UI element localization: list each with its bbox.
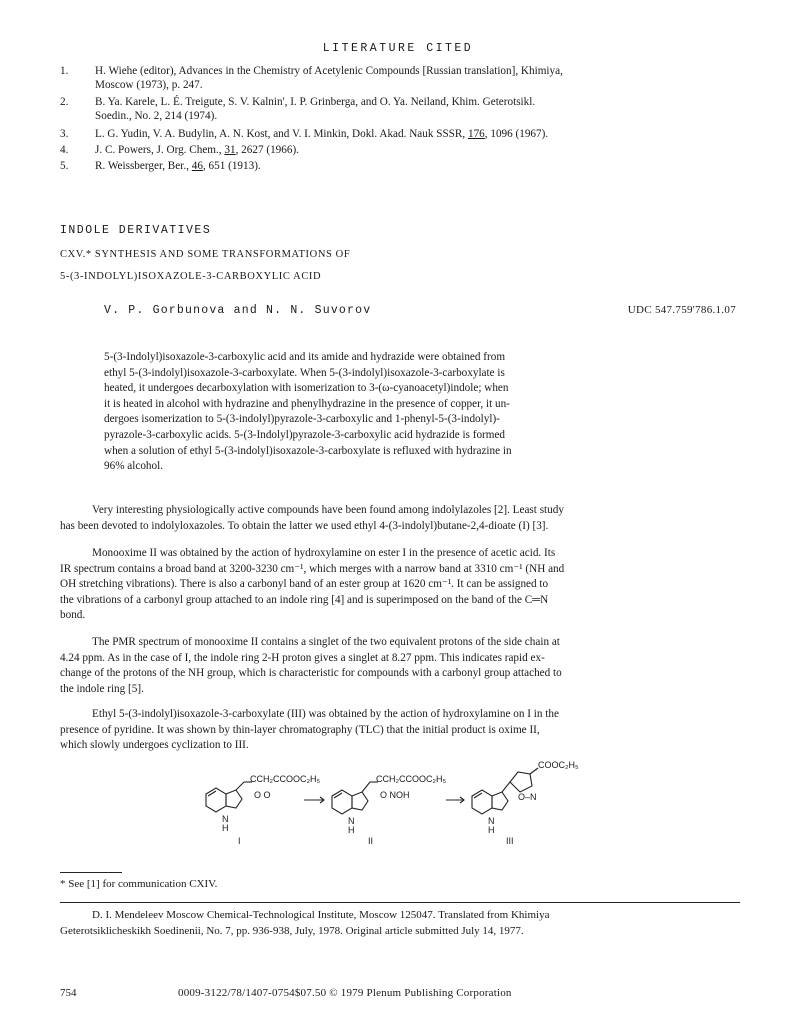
reference-text <box>95 159 750 173</box>
paragraph-line: Monooxime II was obtained by the action of hydroxylamine on ester I in the presence of acetic acid. Its <box>92 547 556 559</box>
reference-text <box>95 143 750 157</box>
body-paragraph-3 <box>60 635 740 697</box>
compound-1-nh: N <box>222 814 229 824</box>
reference-number: 2. <box>60 96 69 108</box>
series-title: INDOLE DERIVATIVES <box>60 224 212 237</box>
literature-cited-heading: LITERATURE CITED <box>322 42 474 55</box>
page-number: 754 <box>60 987 77 999</box>
affiliation-line: Geterotsiklicheskikh Soedinenii, No. 7, pp. 936-938, July, 1978. Original article submitted July 14, 1977. <box>60 925 524 937</box>
compound-2-oxo: O NOH <box>380 790 410 800</box>
reference-number: 1. <box>60 65 69 77</box>
reference-number: 3. <box>60 128 69 140</box>
reference-authors: L. G. Yudin, V. A. Budylin, A. N. Kost, and V. I. Minkin, Dokl. Akad. Nauk SSSR, <box>95 128 468 140</box>
authors: V. P. Gorbunova and N. N. Suvorov <box>104 304 372 317</box>
compound-2-chain: CCH₂CCOOC₂H₅ <box>376 774 447 784</box>
compound-2-label: II <box>368 836 374 846</box>
reference-volume: 46 <box>191 160 203 172</box>
compound-2-nh: N <box>348 816 355 826</box>
paragraph-line: Very interesting physiologically active compounds have been found among indolylazoles [2]. Least study <box>92 504 564 516</box>
reference-authors: J. C. Powers, J. Org. Chem., <box>95 144 225 156</box>
compound-1-h: H <box>222 823 229 833</box>
article-title-line-2: 5-(3-INDOLYL)ISOXAZOLE-3-CARBOXYLIC ACID <box>60 271 322 282</box>
body-paragraph-2 <box>60 546 740 624</box>
compound-3-nh: N <box>488 816 495 826</box>
abstract-line: dergoes isomerization to 5-(3-indolyl)pyrazole-3-carboxylic and 1-phenyl-5-(3-indolyl)- <box>104 413 500 426</box>
compound-1-chain: CCH₂CCOOC₂H₅ <box>250 774 321 784</box>
footnote-rule <box>60 872 122 873</box>
reference-text-cont: Soedin., No. 2, 214 (1974). <box>95 110 218 123</box>
compound-3-ring-atoms: O–N <box>518 792 537 802</box>
abstract-line: 96% alcohol. <box>104 460 164 473</box>
abstract-line: heated, it undergoes decarboxylation with isomerization to 3-(ω-cyanoacetyl)indole; when <box>104 382 509 395</box>
paragraph-line: change of the protons of the NH group, which is characteristic for compounds with a carbonyl group attached to <box>60 667 562 680</box>
paragraph-line: OH stretching vibrations). There is also a carbonyl band of an ester group at 1620 cm⁻¹. It can be assigned to <box>60 578 549 591</box>
reference-pages: , 2627 (1966). <box>235 144 299 156</box>
compound-3-label: III <box>506 836 514 846</box>
reference-volume: 176 <box>467 128 485 140</box>
paragraph-line: bond. <box>60 609 86 622</box>
paragraph-line: has been devoted to indolyloxazoles. To obtain the latter we used ethyl 4-(3-indolyl)butane-2,4-dioate (I) [3]. <box>60 519 549 532</box>
reference-text: B. Ya. Karele, L. É. Treigute, S. V. Kalnin', I. P. Grinberga, and O. Ya. Neiland, Khim. Geterotsikl. <box>95 96 536 108</box>
paragraph-line: 4.24 ppm. As in the case of I, the indole ring 2-H proton gives a singlet at 8.27 ppm. This indicates rapid ex- <box>60 651 545 664</box>
reference-pages: , 651 (1913). <box>202 160 261 172</box>
reference-1 <box>60 64 750 92</box>
abstract <box>104 350 692 475</box>
body-paragraph-4 <box>60 707 740 754</box>
reference-text <box>95 127 750 141</box>
abstract-line: when a solution of ethyl 5-(3-indolyl)isoxazole-3-carboxylate is refluxed with hydrazine in <box>104 444 512 457</box>
article-title-line-1: CXV.* SYNTHESIS AND SOME TRANSFORMATIONS OF <box>60 249 351 260</box>
indole-ring-2 <box>332 782 378 814</box>
reference-3 <box>60 127 750 141</box>
paragraph-line: the vibrations of a carbonyl group attached to an indole ring [4] and is superimposed on the band of the C═N <box>60 593 549 606</box>
affiliation-line: D. I. Mendeleev Moscow Chemical-Technological Institute, Moscow 125047. Translated from Khimiya <box>92 909 550 921</box>
reference-number: 5. <box>60 160 69 172</box>
indole-ring-3 <box>472 782 510 814</box>
abstract-line: ethyl 5-(3-indolyl)isoxazole-3-carboxylate. When 5-(3-indolyl)isoxazole-3-carboxylate is <box>104 366 505 379</box>
reference-authors: R. Weissberger, Ber., <box>95 160 192 172</box>
paragraph-line: the indole ring [5]. <box>60 682 144 695</box>
reference-4 <box>60 143 750 157</box>
reaction-scheme <box>196 756 616 851</box>
paragraph-line: Ethyl 5-(3-indolyl)isoxazole-3-carboxylate (III) was obtained by the action of hydroxylamine on I in the <box>92 708 559 720</box>
compound-2-h: H <box>348 825 355 835</box>
reference-number: 4. <box>60 144 69 156</box>
reference-text: H. Wiehe (editor), Advances in the Chemistry of Acetylenic Compounds [Russian translation], Khimiya, <box>95 65 563 77</box>
reference-pages: , 1096 (1967). <box>484 128 549 140</box>
compound-1-label: I <box>238 836 241 846</box>
copyright-line: 0009-3122/78/1407-0754$07.50 © 1979 Plenum Publishing Corporation <box>178 987 512 999</box>
abstract-line: it is heated in alcohol with hydrazine and phenylhydrazine in the presence of copper, it un- <box>104 397 510 410</box>
reference-2 <box>60 95 750 123</box>
paragraph-line: IR spectrum contains a broad band at 3200-3230 cm⁻¹, which merges with a narrow band at 3310 cm⁻¹ (NH and <box>60 562 565 575</box>
paragraph-line: The PMR spectrum of monooxime II contains a singlet of the two equivalent protons of the side chain at <box>92 636 560 648</box>
compound-1-oxo: O O <box>254 790 271 800</box>
reference-text-cont: Moscow (1973), p. 247. <box>95 79 203 92</box>
reference-5 <box>60 159 750 173</box>
udc-code: UDC 547.759'786.1.07 <box>627 304 736 316</box>
compound-3-ester: COOC₂H₅ <box>538 760 579 770</box>
abstract-line: pyrazole-3-carboxylic acids. 5-(3-Indolyl)pyrazole-3-carboxylic acid hydrazide is formed <box>104 428 506 441</box>
footnote: * See [1] for communication CXIV. <box>60 878 218 890</box>
paragraph-line: which slowly undergoes cyclization to III. <box>60 739 249 752</box>
indole-ring-1 <box>206 782 252 812</box>
abstract-line: 5-(3-Indolyl)isoxazole-3-carboxylic acid and its amide and hydrazide were obtained from <box>104 351 506 363</box>
body-paragraph-1 <box>60 503 740 534</box>
reference-volume: 31 <box>224 144 236 156</box>
compound-3-h: H <box>488 825 495 835</box>
paragraph-line: presence of pyridine. It was shown by thin-layer chromatography (TLC) that the initial product is oxime II, <box>60 723 540 736</box>
affiliation-rule <box>60 902 740 903</box>
affiliation <box>60 907 740 939</box>
